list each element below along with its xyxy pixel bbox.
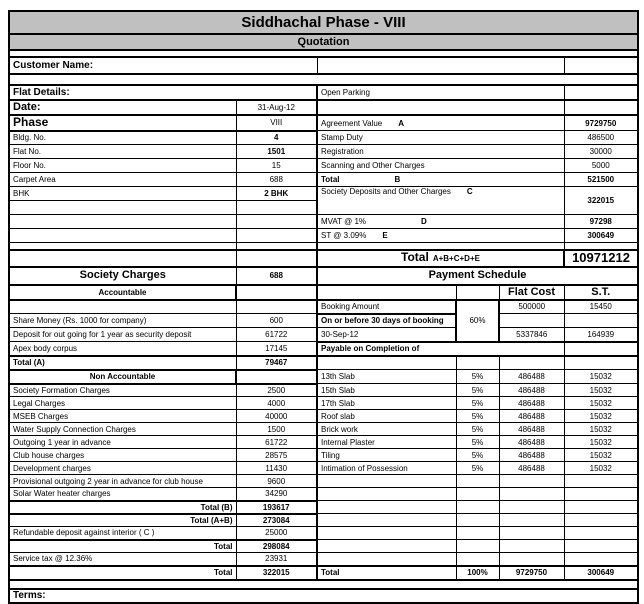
blank-cell [317,501,456,514]
bhk-label: BHK [9,187,236,201]
grand-total-label: Total A+B+C+D+E [317,250,564,267]
non-accountable-row-value: 11430 [236,462,317,475]
payment-total-st: 300649 [564,566,638,580]
blank-cell [9,250,236,267]
payment-total-pct: 100% [456,566,499,580]
security-deposit-value: 61722 [236,328,317,342]
milestone-st: 15032 [564,449,638,462]
society-deposits-label: Society Deposits and Other Charges C [317,187,564,215]
page-title: Siddhachal Phase - VIII [9,11,638,34]
booking-amount-label: Booking Amount [317,300,456,314]
payable-on-completion-header: Payable on Completion of [317,342,564,356]
society-charges-header: Society Charges [9,267,236,285]
society-area-value: 688 [236,267,317,285]
open-parking-label: Open Parking [317,85,564,100]
non-accountable-row-value: 2500 [236,384,317,397]
blank-cell [9,229,236,243]
mvat-value: 97298 [564,215,638,229]
milestone-label: Internal Plaster [317,436,456,449]
blank-cell [564,100,638,115]
service-tax-value: 23931 [236,553,317,566]
booking-st: 15450 [564,300,638,314]
date-value: 31-Aug-12 [236,100,317,115]
apex-corpus-label: Apex body corpus [9,342,236,356]
payment-total-flat-cost: 9729750 [499,566,564,580]
terms-header: Terms: [9,589,638,603]
blank-cell [236,201,317,215]
total-a-label: Total (A) [9,356,236,370]
page-subtitle: Quotation [9,34,638,50]
milestone-pct: 5% [456,462,499,475]
milestone-st: 15032 [564,423,638,436]
bldg-no-value: 4 [236,131,317,145]
agreement-value: 9729750 [564,115,638,131]
due-date-label: 30-Sep-12 [317,328,456,342]
total-a-value: 79467 [236,356,317,370]
share-money-label: Share Money (Rs. 1000 for company) [9,314,236,328]
milestone-label: 17th Slab [317,397,456,410]
blank-cell [236,250,317,267]
society-deposits-value: 322015 [564,187,638,215]
total-b-value: 521500 [564,173,638,187]
non-accountable-row-label: MSEB Charges [9,410,236,423]
milestone-pct: 5% [456,370,499,384]
non-accountable-row-value: 34290 [236,488,317,501]
share-money-value: 600 [236,314,317,328]
blank-cell [499,314,564,328]
booking-pct-value: 60% [456,300,499,342]
refundable-deposit-value: 25000 [236,527,317,540]
total-ab-label: Total (A+B) [9,514,236,527]
blank-cell [317,356,456,370]
flat-no-value: 1501 [236,145,317,159]
final-total-label: Total [9,566,236,580]
st-header: S.T. [564,285,638,300]
blank-cell [456,501,499,514]
blank-cell [564,356,638,370]
blank-cell [236,300,317,314]
floor-no-label: Floor No. [9,159,236,173]
milestone-flat-cost: 486488 [499,462,564,475]
milestone-label: 15th Slab [317,384,456,397]
blank-cell [456,553,499,566]
open-parking-value-cell [564,85,638,100]
blank-cell [564,514,638,527]
service-tax-label: Service tax @ 12.36% [9,553,236,566]
scanning-charges-label: Scanning and Other Charges [317,159,564,173]
non-accountable-row-label: Water Supply Connection Charges [9,423,236,436]
blank-cell [499,475,564,488]
bhk-value: 2 BHK [236,187,317,201]
blank-cell [499,540,564,553]
non-accountable-row-value: 61722 [236,436,317,449]
blank-cell [499,356,564,370]
booking-flat-cost: 500000 [499,300,564,314]
non-accountable-row-value: 4000 [236,397,317,410]
blank-cell [564,527,638,540]
milestone-label: Tiling [317,449,456,462]
blank-cell [9,201,236,215]
non-accountable-header: Non Accountable [9,370,236,384]
blank-cell [564,488,638,501]
milestone-st: 15032 [564,410,638,423]
grand-total-value: 10971212 [564,250,638,267]
milestone-label: Intimation of Possession [317,462,456,475]
total-after-refundable-label: Total [9,540,236,553]
security-deposit-label: Deposit for out going for 1 year as security deposit [9,328,236,342]
blank-cell [236,243,317,250]
blank-cell [9,300,236,314]
non-accountable-row-label: Solar Water heater charges [9,488,236,501]
milestone-flat-cost: 486488 [499,410,564,423]
milestone-flat-cost: 486488 [499,436,564,449]
phase-label: Phase [9,115,236,131]
blank-cell [456,488,499,501]
milestone-st: 15032 [564,384,638,397]
phase-value: VIII [236,115,317,131]
blank-cell [317,488,456,501]
blank-cell [9,243,236,250]
blank-cell [499,514,564,527]
non-accountable-row-value: 40000 [236,410,317,423]
final-total-value: 322015 [236,566,317,580]
spacer-row [9,74,638,85]
non-accountable-row-label: Development charges [9,462,236,475]
spacer-row [9,50,638,57]
customer-name-extra-cell [564,57,638,74]
milestone-st: 15032 [564,370,638,384]
blank-cell [564,553,638,566]
blank-cell [499,488,564,501]
customer-name-label: Customer Name: [9,57,317,74]
non-accountable-row-value: 9600 [236,475,317,488]
total-b-society-value: 193617 [236,501,317,514]
milestone-pct: 5% [456,410,499,423]
blank-cell [317,514,456,527]
milestone-label: Brick work [317,423,456,436]
st-value: 300649 [564,229,638,243]
blank-cell [317,285,456,300]
non-accountable-row-label: Club house charges [9,449,236,462]
non-accountable-row-value: 1500 [236,423,317,436]
blank-cell [564,243,638,250]
flat-cost-header: Flat Cost [499,285,564,300]
refundable-deposit-label: Refundable deposit against interior ( C ) [9,527,236,540]
milestone-st: 15032 [564,397,638,410]
accountable-header: Accountable [9,285,236,300]
blank-cell [456,514,499,527]
blank-cell [456,356,499,370]
carpet-area-label: Carpet Area [9,173,236,187]
registration-value: 30000 [564,145,638,159]
blank-cell [499,501,564,514]
registration-label: Registration [317,145,564,159]
total-ab-value: 273084 [236,514,317,527]
bldg-no-label: Bldg. No. [9,131,236,145]
flat-details-label: Flat Details: [9,85,317,100]
milestone-flat-cost: 486488 [499,384,564,397]
blank-cell [456,285,499,300]
quotation-table [8,10,639,604]
blank-cell [236,229,317,243]
blank-cell [564,501,638,514]
milestone-st: 15032 [564,436,638,449]
blank-cell [9,215,236,229]
blank-cell [499,527,564,540]
milestone-pct: 5% [456,397,499,410]
non-accountable-row-label: Provisional outgoing 2 year in advance for club house [9,475,236,488]
floor-no-value: 15 [236,159,317,173]
blank-cell [317,100,564,115]
st-label: ST @ 3.09% E [317,229,564,243]
customer-name-field [317,57,564,74]
milestone-flat-cost: 486488 [499,397,564,410]
milestone-flat-cost: 486488 [499,449,564,462]
stamp-duty-value: 486500 [564,131,638,145]
blank-cell [317,475,456,488]
blank-cell [499,553,564,566]
milestone-label: 13th Slab [317,370,456,384]
blank-cell [456,540,499,553]
agreement-value-label: Agreement Value A [317,115,564,131]
milestone-flat-cost: 486488 [499,423,564,436]
blank-cell [236,215,317,229]
blank-cell [456,527,499,540]
milestone-pct: 5% [456,384,499,397]
milestone-st: 15032 [564,462,638,475]
total-b-society-label: Total (B) [9,501,236,514]
blank-cell [564,314,638,328]
blank-cell [317,527,456,540]
scanning-charges-value: 5000 [564,159,638,173]
non-accountable-row-label: Outgoing 1 year in advance [9,436,236,449]
total-after-refundable-value: 298084 [236,540,317,553]
blank-cell [317,243,564,250]
non-accountable-row-label: Society Formation Charges [9,384,236,397]
blank-cell [564,475,638,488]
spacer-row [9,580,638,589]
carpet-area-value: 688 [236,173,317,187]
blank-cell [317,553,456,566]
on-or-before-label: On or before 30 days of booking [317,314,456,328]
milestone-label: Roof slab [317,410,456,423]
payment-total-label: Total [317,566,456,580]
total-b-label: Total B [317,173,564,187]
blank-cell [236,285,317,300]
flat-no-label: Flat No. [9,145,236,159]
non-accountable-row-label: Legal Charges [9,397,236,410]
due-st: 164939 [564,328,638,342]
blank-cell [236,370,317,384]
non-accountable-row-value: 28575 [236,449,317,462]
milestone-flat-cost: 486488 [499,370,564,384]
stamp-duty-label: Stamp Duty [317,131,564,145]
payment-schedule-header: Payment Schedule [317,267,638,285]
blank-cell [564,540,638,553]
blank-cell [317,540,456,553]
milestone-pct: 5% [456,449,499,462]
apex-corpus-value: 17145 [236,342,317,356]
blank-cell [456,475,499,488]
blank-cell [564,342,638,356]
date-label: Date: [9,100,236,115]
due-flat-cost: 5337846 [499,328,564,342]
milestone-pct: 5% [456,423,499,436]
mvat-label: MVAT @ 1% D [317,215,564,229]
milestone-pct: 5% [456,436,499,449]
